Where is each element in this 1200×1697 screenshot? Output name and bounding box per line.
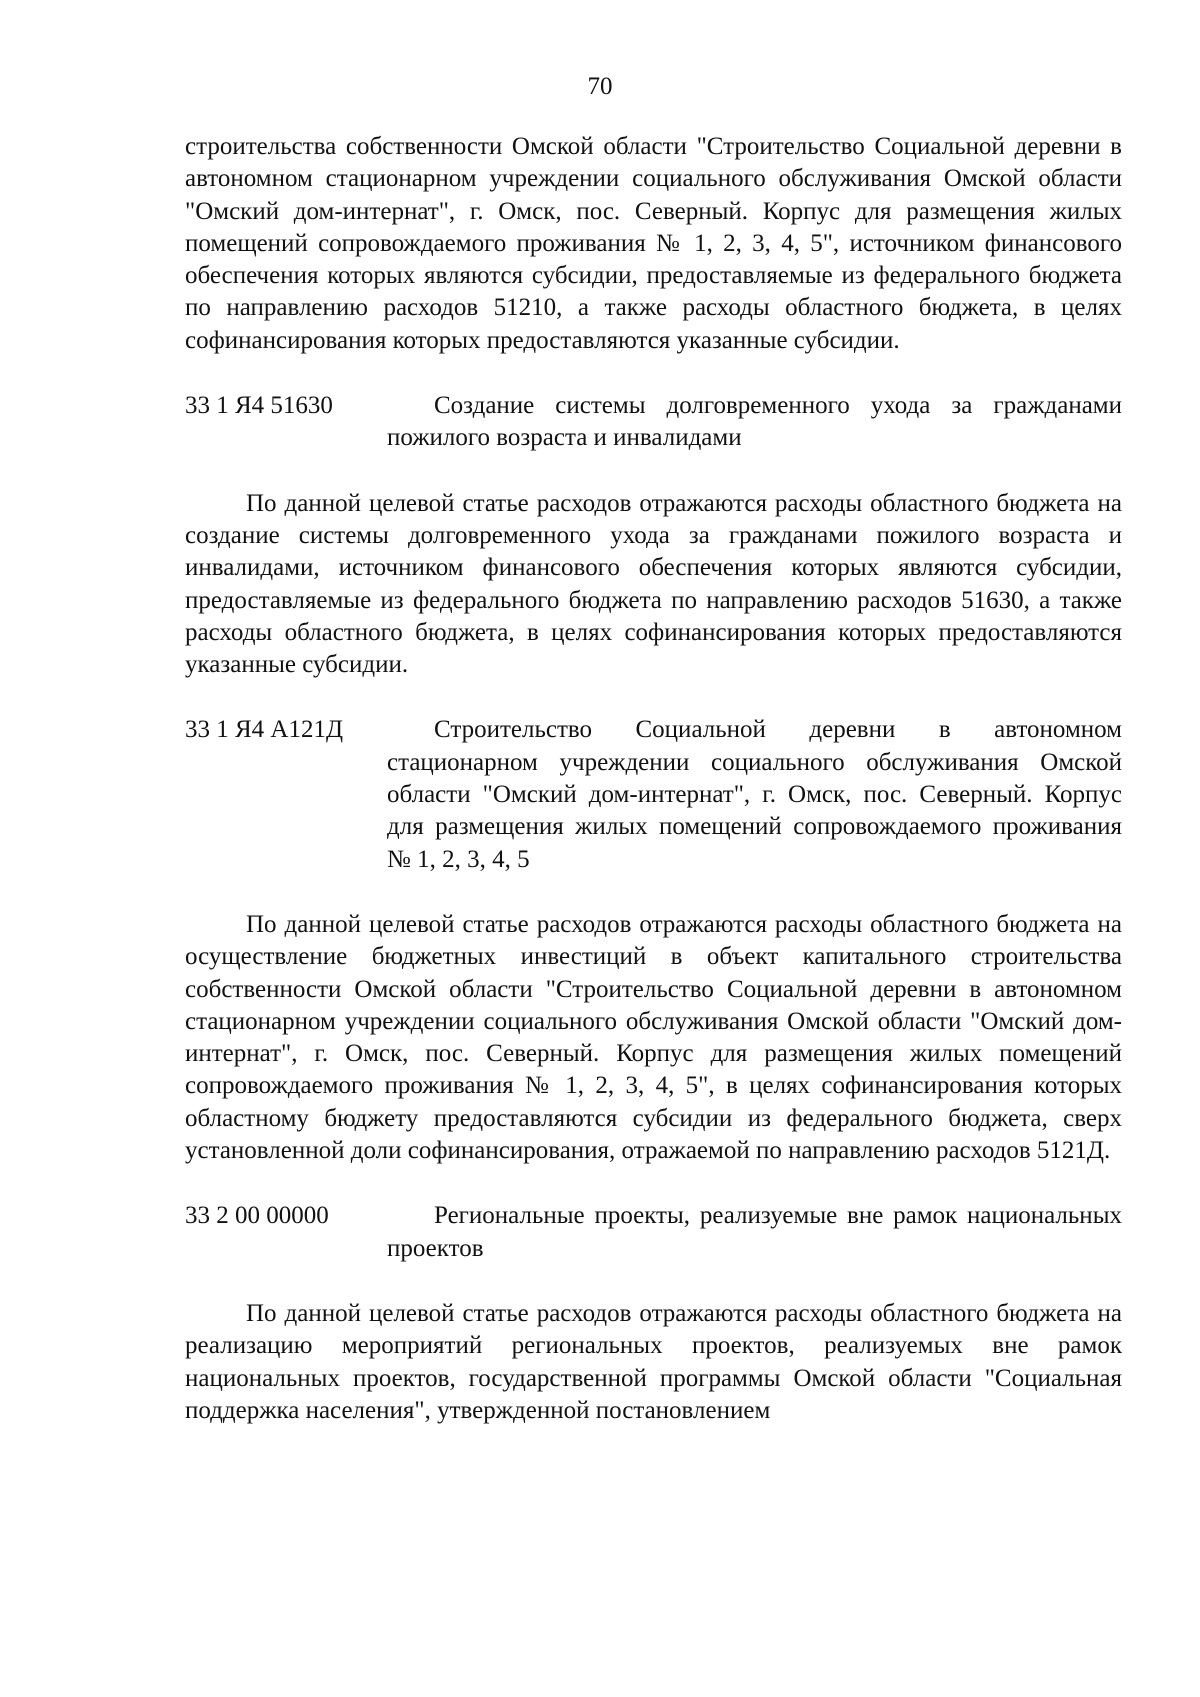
- entry-code: 33 1 Я4 51630: [185, 392, 333, 420]
- spacer: [185, 681, 1122, 714]
- spacer: [185, 1167, 1122, 1200]
- budget-entry-33-1-ya4-a121d: [185, 714, 1122, 875]
- entry-title: Строительство Социальной деревни в автономном стационарном учреждении социального обслуживания Омской области "Омский дом-интернат", г. Омск, пос. Северный. Корпус для размещения жилых помещений сопровождаемого проживания № 1, 2, 3, 4, 5: [387, 716, 1122, 873]
- entry-title: Создание системы долговременного ухода за гражданами пожилого возраста и инвалидами: [387, 392, 1122, 452]
- budget-entry-33-1-ya4-51630: [185, 390, 1122, 455]
- paragraph-description: По данной целевой статье расходов отражаются расходы областного бюджета на осуществление бюджетных инвестиций в объект капитального строительства собственности Омской области "Строительство Социальной деревни в автономном стационарном учреждении социального обслуживания Омской области "Омский дом-интернат", г. Омск, пос. Северный. Корпус для размещения жилых помещений сопровождаемого проживания № 1, 2, 3, 4, 5", в целях софинансирования которых областному бюджету предоставляются субсидии из федерального бюджета, сверх установленной доли софинансирования, отражаемой по направлению расходов 5121Д.: [185, 910, 1122, 1165]
- paragraph-continuation: строительства собственности Омской области "Строительство Социальной деревни в автономном стационарном учреждении социального обслуживания Омской области "Омский дом-интернат", г. Омск, пос. Северный. Корпус для размещения жилых помещений сопровождаемого проживания № 1, 2, 3, 4, 5", источником финансового обеспечения которых являются субсидии, предоставляемые из федерального бюджета по направлению расходов 51210, а также расходы областного бюджета, в целях софинансирования которых предоставляются указанные субсидии.: [185, 133, 1122, 354]
- entry-title: Региональные проекты, реализуемые вне рамок национальных проектов: [387, 1202, 1122, 1262]
- page-number: 70: [587, 73, 613, 100]
- budget-entry-33-2-00-00000: [185, 1200, 1122, 1265]
- spacer: [185, 357, 1122, 390]
- spacer: [185, 455, 1122, 488]
- paragraph-description: По данной целевой статье расходов отражаются расходы областного бюджета на реализацию мероприятий региональных проектов, реализуемых вне рамок национальных проектов, государственной программы Омской области "Социальная поддержка населения", утвержденной постановлением: [185, 1299, 1122, 1424]
- document-body: [185, 131, 1122, 1427]
- spacer: [185, 876, 1122, 909]
- spacer: [185, 1265, 1122, 1298]
- entry-code: 33 2 00 00000: [185, 1202, 329, 1230]
- entry-code: 33 1 Я4 А121Д: [185, 716, 344, 744]
- paragraph-description: По данной целевой статье расходов отражаются расходы областного бюджета на создание системы долговременного ухода за гражданами пожилого возраста и инвалидами, источником финансового обеспечения которых являются субсидии, предоставляемые из федерального бюджета по направлению расходов 51630, а также расходы областного бюджета, в целях софинансирования которых предоставляются указанные субсидии.: [185, 489, 1122, 679]
